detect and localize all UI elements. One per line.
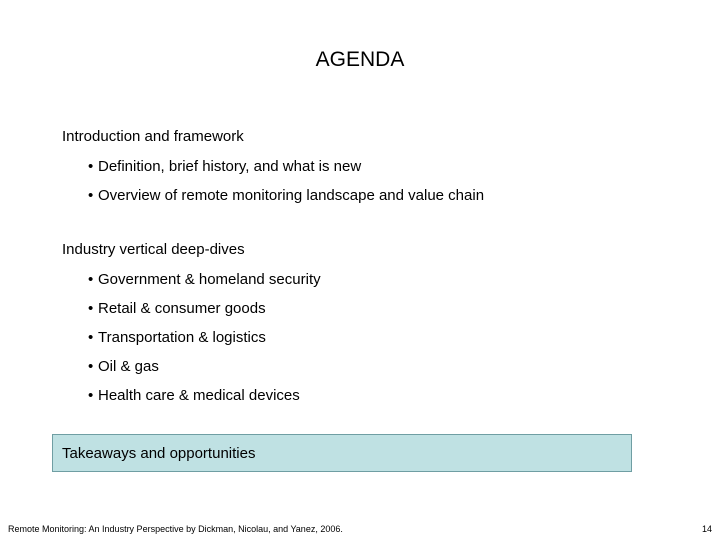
agenda (62, 128, 662, 405)
list-item (62, 300, 662, 318)
bullet-icon: • (88, 187, 94, 204)
list-item (62, 358, 662, 376)
bullet-icon: • (88, 358, 94, 375)
list-item-text: Government & homeland security (98, 271, 321, 288)
list-item-text: Retail & consumer goods (98, 300, 266, 317)
bullet-icon: • (88, 158, 94, 175)
list-item (62, 158, 662, 176)
list-item (62, 387, 662, 405)
bullet-list (62, 158, 662, 205)
highlighted-section-takeaways: Takeaways and opportunities (52, 434, 632, 472)
list-item (62, 187, 662, 205)
list-item-text: Definition, brief history, and what is new (98, 158, 362, 175)
page-title: AGENDA (315, 48, 405, 71)
list-item (62, 329, 662, 347)
agenda-section-introduction (62, 128, 662, 205)
bullet-icon: • (88, 271, 94, 288)
list-item-text: Health care & medical devices (98, 387, 300, 404)
bullet-icon: • (88, 387, 94, 404)
agenda-section-industry (62, 241, 662, 405)
footer-citation: Remote Monitoring: An Industry Perspective by Dickman, Nicolau, and Yanez, 2006. (8, 524, 343, 534)
list-item-text: Overview of remote monitoring landscape and value chain (98, 187, 485, 204)
list-item-text: Transportation & logistics (98, 329, 266, 346)
page-number: 14 (701, 524, 712, 534)
section-heading: Introduction and framework (62, 128, 244, 145)
bullet-list (62, 271, 662, 405)
list-item-text: Oil & gas (98, 358, 159, 375)
bullet-icon: • (88, 300, 94, 317)
section-heading: Industry vertical deep-dives (62, 241, 245, 258)
bullet-icon: • (88, 329, 94, 346)
list-item (62, 271, 662, 289)
